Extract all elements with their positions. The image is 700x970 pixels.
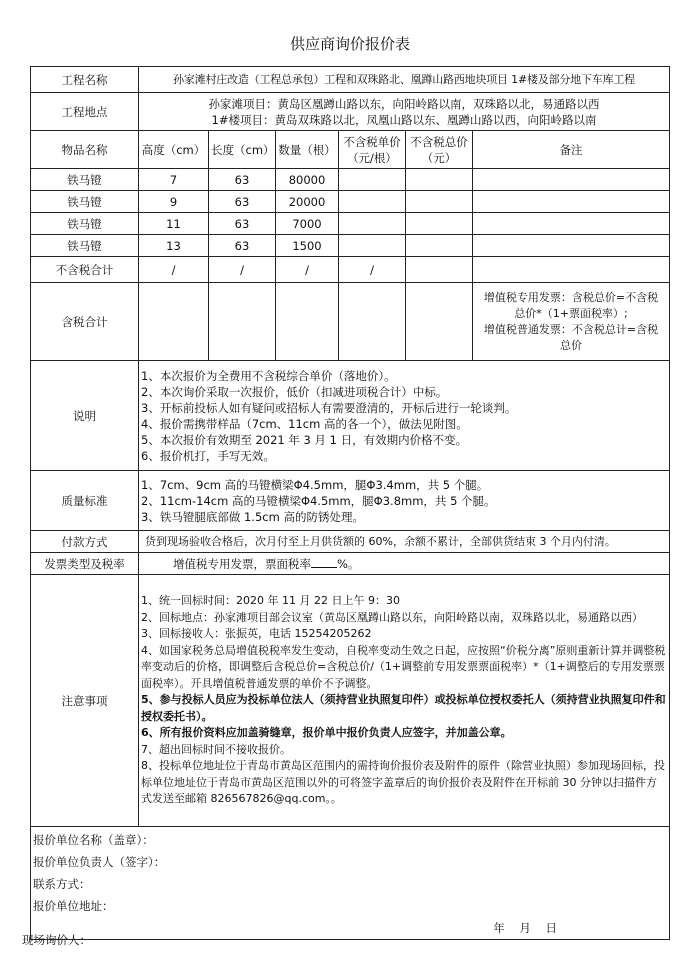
page-title: 供应商询价报价表 xyxy=(289,35,410,53)
person-label: 报价单位负责人（签字）： xyxy=(33,855,166,869)
quality-content xyxy=(139,471,670,531)
project-site-value xyxy=(139,93,670,131)
project-name-row xyxy=(31,67,670,93)
subtotal-total[interactable] xyxy=(406,257,473,283)
tax-cell xyxy=(209,283,276,361)
cell-unit-price[interactable] xyxy=(339,213,406,235)
table-row xyxy=(31,213,670,235)
invoice-text-end: %。 xyxy=(337,556,360,571)
subtotal-mark: / xyxy=(339,257,406,283)
cell-total[interactable] xyxy=(406,191,473,213)
note-line: 2、回标地点：孙家滩项目部会议室（黄岛区凰蹲山路以东，向阳岭路以南，双珠路以北，易通路以西） xyxy=(141,610,643,624)
tax-note-line: 总价*（1+票面税率）; xyxy=(514,306,628,320)
explain-label: 说明 xyxy=(31,361,139,471)
tax-cell xyxy=(339,283,406,361)
tax-note-line: 总价 xyxy=(560,338,583,352)
cell-unit-price[interactable] xyxy=(339,235,406,257)
cell-length: 63 xyxy=(209,169,276,191)
address-label: 报价单位地址： xyxy=(33,899,114,913)
cell-remark[interactable] xyxy=(473,191,670,213)
explain-line: 6、报价机打，手写无效。 xyxy=(141,448,275,463)
cell-qty: 80000 xyxy=(276,169,339,191)
header-length: 长度（cm） xyxy=(209,131,276,169)
quality-line: 3、铁马镫腿底部做 1.5cm 高的防锈处理。 xyxy=(141,509,364,524)
cell-total[interactable] xyxy=(406,213,473,235)
cell-remark[interactable] xyxy=(473,235,670,257)
explain-row xyxy=(31,361,670,471)
subtotal-mark: / xyxy=(139,257,209,283)
cell-unit-price[interactable] xyxy=(339,191,406,213)
cell-length: 63 xyxy=(209,235,276,257)
onsite-inquirer-label: 现场询价人： xyxy=(22,933,91,947)
company-label: 报价单位名称（盖章）： xyxy=(33,833,154,847)
cell-item: 铁马镫 xyxy=(31,169,139,191)
site-line-2: 1#楼项目：黄岛双珠路以北，凤凰山路以东、凰蹲山路以西，向阳岭路以南 xyxy=(211,112,597,127)
cell-qty: 20000 xyxy=(276,191,339,213)
tax-note xyxy=(473,283,670,361)
notes-row xyxy=(31,575,670,827)
header-height: 高度（cm） xyxy=(139,131,209,169)
quotation-form xyxy=(30,66,670,940)
payment-row xyxy=(31,531,670,553)
invoice-value xyxy=(139,553,670,575)
invoice-row xyxy=(31,553,670,575)
subtotal-mark: / xyxy=(209,257,276,283)
header-row xyxy=(31,131,670,169)
cell-qty: 1500 xyxy=(276,235,339,257)
cell-total[interactable] xyxy=(406,235,473,257)
payment-label: 付款方式 xyxy=(31,531,139,553)
explain-line: 5、本次报价有效期至 2021 年 3 月 1 日，有效期内价格不变。 xyxy=(141,432,468,447)
table-row xyxy=(31,169,670,191)
date-line: 年 月 日 xyxy=(493,921,558,935)
notes-label: 注意事项 xyxy=(31,575,139,827)
header-total-l2: （元） xyxy=(421,150,457,165)
note-line: 8、投标单位地址位于青岛市黄岛区范围内的需持询价报价表及附件的原件（除营业执照）参加现场回标，投标单位地址位于青岛市黄岛区范围以外的可将签字盖章后的询价报价表及附件在开标前 30 分钟以扫描件方式发送至邮箱 826567826@qq.com。。 xyxy=(141,759,665,806)
header-unit-price-l1: 不含税单价 xyxy=(343,134,401,149)
cell-item: 铁马镫 xyxy=(31,235,139,257)
quality-label: 质量标准 xyxy=(31,471,139,531)
explain-line: 1、本次报价为全费用不含税综合单价（落地价）。 xyxy=(141,368,396,383)
note-line: 1、统一回标时间：2020 年 11 月 22 日上午 9：30 xyxy=(141,594,400,608)
signature-block xyxy=(31,827,670,940)
project-name-value: 孙家滩村庄改造（工程总承包）工程和双珠路北、凰蹲山路西地块项目 1#楼及部分地下车库工程 xyxy=(139,67,670,93)
note-line: 3、回标接收人：张振英，电话 15254205262 xyxy=(141,627,372,641)
notes-content xyxy=(139,575,670,827)
project-name-label: 工程名称 xyxy=(31,67,139,93)
explain-content xyxy=(139,361,670,471)
site-line-1: 孙家滩项目：黄岛区凰蹲山路以东，向阳岭路以南，双珠路以北，易通路以西 xyxy=(208,96,600,111)
cell-item: 铁马镫 xyxy=(31,213,139,235)
cell-qty: 7000 xyxy=(276,213,339,235)
tax-note-line: 增值税普通发票：不含税总计=含税 xyxy=(483,322,659,336)
invoice-label: 发票类型及税率 xyxy=(31,553,139,575)
subtotal-mark: / xyxy=(276,257,339,283)
cell-height: 11 xyxy=(139,213,209,235)
subtotal-row xyxy=(31,257,670,283)
cell-height: 13 xyxy=(139,235,209,257)
tax-note-line: 增值税专用发票：含税总价=不含税 xyxy=(483,290,659,304)
cell-item: 铁马镫 xyxy=(31,191,139,213)
explain-line: 4、报价需携带样品（7cm、11cm 高的各一个），做法见附图。 xyxy=(141,416,468,431)
cell-remark[interactable] xyxy=(473,169,670,191)
quality-line: 1、7cm、9cm 高的马镫横梁Φ4.5mm，腿Φ3.4mm，共 5 个腿。 xyxy=(141,477,489,492)
cell-height: 9 xyxy=(139,191,209,213)
header-unit-price xyxy=(339,131,406,169)
note-line: 6、所有报价资料应加盖骑缝章，报价单中报价负责人应签字，并加盖公章。 xyxy=(141,726,512,740)
cell-height: 7 xyxy=(139,169,209,191)
cell-length: 63 xyxy=(209,213,276,235)
note-line: 5、参与投标人员应为投标单位法人（须持营业执照复印件）或投标单位授权委托人（须持营业执照复印件和授权委托书）。 xyxy=(141,693,666,723)
subtotal-label: 不含税合计 xyxy=(31,257,139,283)
quality-line: 2、11cm-14cm 高的马镫横梁Φ4.5mm，腿Φ3.8mm，共 5 个腿。 xyxy=(141,493,496,508)
header-total xyxy=(406,131,473,169)
cell-remark[interactable] xyxy=(473,213,670,235)
header-unit-price-l2: （元/根） xyxy=(347,150,397,165)
project-site-label: 工程地点 xyxy=(31,93,139,131)
tax-total-row xyxy=(31,283,670,361)
tax-total-label: 含税合计 xyxy=(31,283,139,361)
tax-total-value[interactable] xyxy=(406,283,473,361)
project-site-row xyxy=(31,93,670,131)
signature-row xyxy=(31,827,670,940)
invoice-text: 增值税专用发票，票面税率 xyxy=(173,556,311,571)
cell-unit-price[interactable] xyxy=(339,169,406,191)
cell-total[interactable] xyxy=(406,169,473,191)
payment-value: 货到现场验收合格后，次月付至上月供货额的 60%，余额不累计，全部供货结束 3 个月内付清。 xyxy=(139,531,670,553)
table-row xyxy=(31,191,670,213)
subtotal-remark[interactable] xyxy=(473,257,670,283)
header-total-l1: 不含税总价 xyxy=(410,134,468,149)
tax-cell xyxy=(276,283,339,361)
header-item: 物品名称 xyxy=(31,131,139,169)
tax-rate-blank[interactable] xyxy=(311,556,337,568)
cell-length: 63 xyxy=(209,191,276,213)
tax-cell xyxy=(139,283,209,361)
quality-row xyxy=(31,471,670,531)
explain-line: 3、开标前投标人如有疑问或招标人有需要澄清的，开标后进行一轮谈判。 xyxy=(141,400,517,415)
note-line: 4、如国家税务总局增值税税率发生变动，自税率变动生效之日起，应按照“价税分离”原则重新计算并调整税率变动后的价格，即调整后含税总价=含税总价/（1+调整前专用发票票面税率）*（1+调整后的专用发票票面税率）。开具增值税普通发票的单价不予调整。 xyxy=(141,643,666,690)
contact-label: 联系方式： xyxy=(33,877,91,891)
explain-line: 2、本次询价采取一次报价，低价（扣减进项税合计）中标。 xyxy=(141,384,448,399)
note-line: 7、超出回标时间不接收报价。 xyxy=(141,742,291,756)
header-qty: 数量（根） xyxy=(276,131,339,169)
header-remark: 备注 xyxy=(473,131,670,169)
table-row xyxy=(31,235,670,257)
